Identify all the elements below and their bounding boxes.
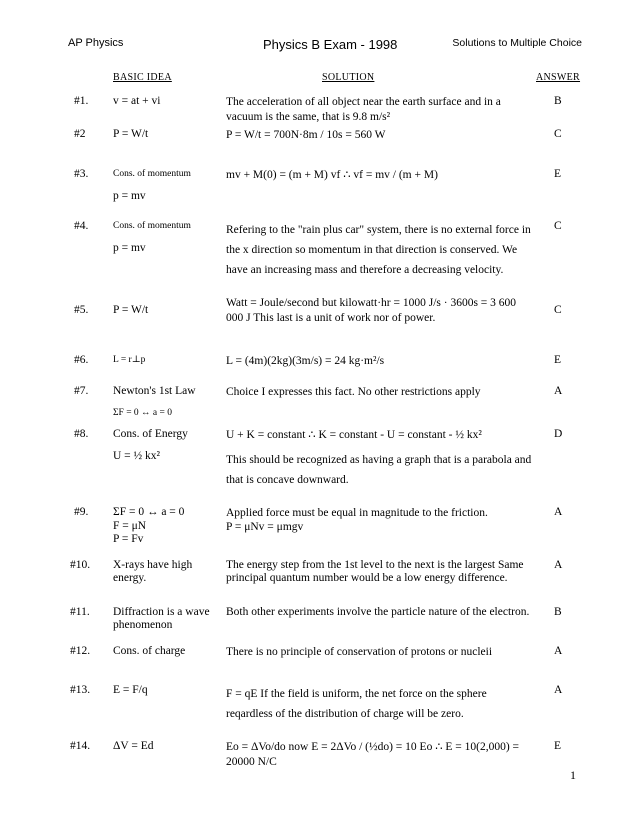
- header-title: Physics B Exam - 1998: [263, 37, 398, 52]
- question-number: #5.: [74, 304, 89, 316]
- basic-idea: ΔV = Ed: [113, 740, 154, 752]
- header-course: AP Physics: [68, 37, 124, 49]
- solution: L = (4m)(2kg)(3m/s) = 24 kg·m²/s: [226, 355, 385, 367]
- answer: C: [554, 304, 562, 316]
- question-number: #6.: [74, 354, 89, 366]
- answer: B: [554, 606, 562, 618]
- answer: D: [554, 428, 563, 440]
- basic-idea: L = r⊥p: [113, 355, 146, 365]
- answer: A: [554, 506, 563, 518]
- solution: The energy step from the 1st level to the next is the largest Same principal quantum number would be a low energy difference.: [226, 559, 524, 584]
- solution: Both other experiments involve the particle nature of the electron.: [226, 606, 530, 618]
- question-number: #2: [74, 128, 86, 140]
- column-header-answer: ANSWER: [536, 72, 581, 83]
- answer: A: [554, 645, 563, 657]
- solution: P = W/t = 700N·8m / 10s = 560 W: [226, 129, 386, 141]
- answer: B: [554, 95, 562, 107]
- solution: Applied force must be equal in magnitude to the friction.: [226, 507, 488, 519]
- basic-idea: Newton's 1st Law: [113, 385, 196, 397]
- basic-idea: v = at + vi: [113, 95, 161, 107]
- solution: Eo = ΔVo/do now E = 2ΔVo / (½do) = 10 Eo ∴ E = 10(2,000) = 20000 N/C: [226, 741, 520, 768]
- basic-formula: F = μN: [113, 520, 147, 532]
- answer: E: [554, 354, 562, 366]
- basic-idea: X-rays have high energy.: [113, 559, 193, 584]
- question-number: #1.: [74, 95, 89, 107]
- solution: F = qE If the field is uniform, the net force on the sphere reqardless of the distribution of charge will be zero.: [226, 688, 487, 720]
- column-header-basic: BASIC IDEA: [113, 72, 172, 83]
- solution: mv + M(0) = (m + M) vf ∴ vf = mv / (m + M): [226, 169, 438, 181]
- basic-idea: Cons. of charge: [113, 645, 186, 657]
- answer: E: [554, 740, 562, 752]
- basic-idea: Cons. of momentum: [113, 169, 191, 179]
- answer: A: [554, 559, 563, 571]
- question-number: #12.: [70, 645, 91, 657]
- column-header-solution: SOLUTION: [322, 72, 375, 83]
- question-number: #10.: [70, 559, 91, 571]
- question-number: #4.: [74, 220, 89, 232]
- answer: A: [554, 684, 563, 696]
- answer: E: [554, 168, 562, 180]
- solution: The acceleration of all object near the earth surface and in a vacuum is the same, that is 9.8 m/s²: [226, 96, 501, 123]
- basic-idea: Cons. of momentum: [113, 221, 191, 231]
- question-number: #11.: [70, 606, 90, 618]
- basic-formula: U = ½ kx²: [113, 450, 160, 462]
- solution: Watt = Joule/second but kilowatt·hr = 1000 J/s · 3600s = 3 600 000 J This last is a unit of work nor of power.: [226, 297, 517, 324]
- basic-formula: p = mv: [113, 242, 146, 254]
- basic-formula: ΣF = 0 ↔ a = 0: [113, 408, 172, 418]
- page-number: 1: [570, 768, 576, 782]
- solution: There is no principle of conservation of protons or nucleii: [226, 646, 493, 658]
- answer: C: [554, 128, 562, 140]
- basic-idea: ΣF = 0 ↔ a = 0: [113, 506, 185, 518]
- basic-idea: Diffraction is a wave phenomenon: [113, 606, 210, 631]
- basic-formula-2: P = Fv: [113, 533, 144, 545]
- solution-note: P = μNv = μmgv: [226, 521, 304, 533]
- answer: A: [554, 385, 563, 397]
- question-number: #14.: [70, 740, 91, 752]
- header-subtitle: Solutions to Multiple Choice: [452, 37, 582, 49]
- solution: Choice I expresses this fact. No other restrictions apply: [226, 386, 481, 398]
- basic-idea: P = W/t: [113, 128, 149, 140]
- question-number: #7.: [74, 385, 89, 397]
- solution: Refering to the "rain plus car" system, there is no external force in the x direction so momentum in that direction is conserved. We have an increasing mass and therefore a decreasing velocity.: [226, 224, 531, 276]
- basic-formula: p = mv: [113, 190, 146, 202]
- question-number: #8.: [74, 428, 89, 440]
- question-number: #13.: [70, 684, 91, 696]
- question-number: #9.: [74, 506, 89, 518]
- basic-idea: Cons. of Energy: [113, 428, 188, 440]
- question-number: #3.: [74, 168, 89, 180]
- basic-idea: P = W/t: [113, 304, 149, 316]
- basic-idea: E = F/q: [113, 684, 148, 696]
- solution: U + K = constant ∴ K = constant - U = constant - ½ kx²: [226, 429, 482, 441]
- solution-note: This should be recognized as having a graph that is a parabola and that is concave downward.: [226, 454, 532, 486]
- answer: C: [554, 220, 562, 232]
